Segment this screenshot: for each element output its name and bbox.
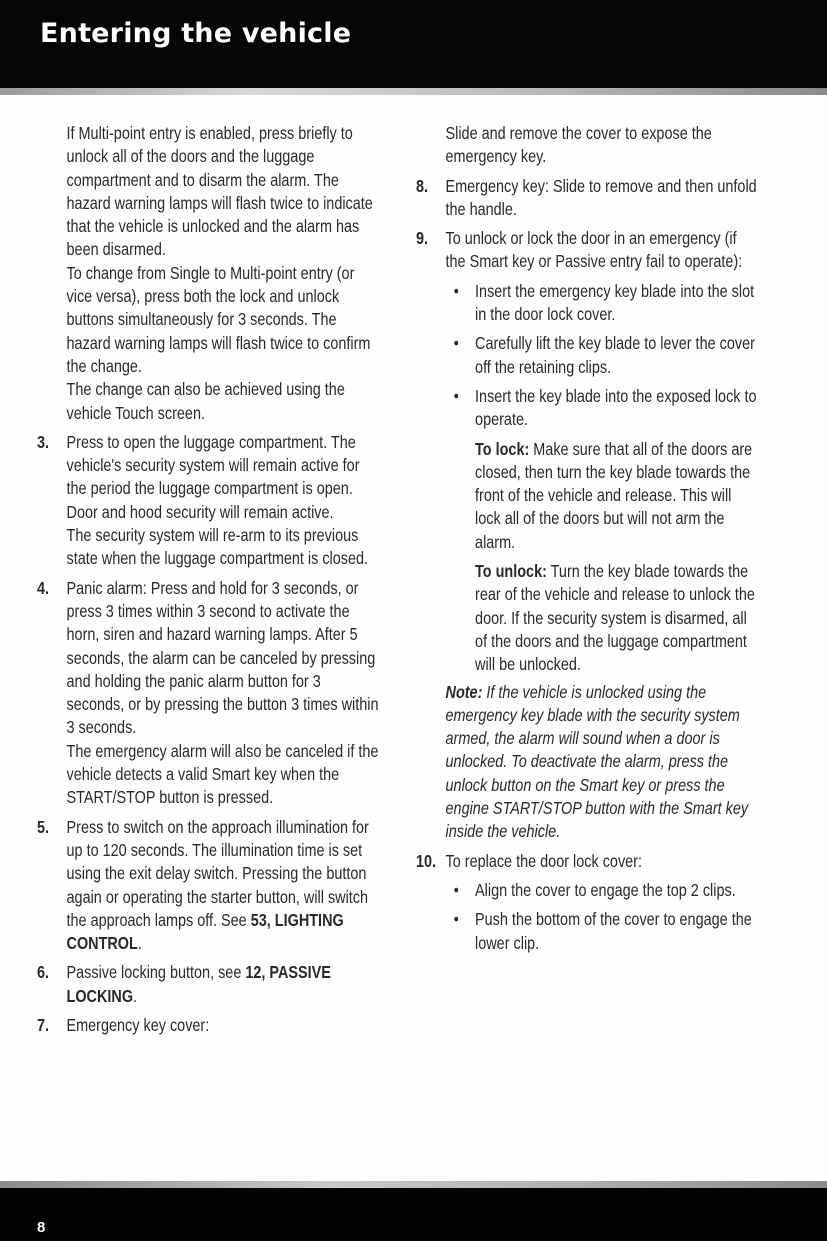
bullet-icon: • bbox=[453, 909, 459, 930]
bullet-item bbox=[446, 280, 761, 327]
page-number: 8 bbox=[37, 1219, 46, 1236]
item-number: 6. bbox=[37, 962, 50, 983]
bullet-item bbox=[446, 908, 761, 955]
note-paragraph bbox=[416, 681, 760, 844]
item-number: 5. bbox=[37, 816, 50, 837]
punctuation: . bbox=[137, 933, 142, 954]
to-lock-label: To lock: bbox=[475, 438, 530, 459]
note-text: If the vehicle is unlocked using the emergency key blade with the security system armed, the alarm will sound when a door is unlocked. To deactivate the alarm, press the unlock button on the Smart key or press the engine START/STOP button with the Smart key inside the vehicle. bbox=[445, 681, 749, 842]
bullet-icon: • bbox=[453, 385, 459, 406]
item-number: 9. bbox=[416, 228, 429, 249]
item-text: The emergency alarm will also be canceled if the vehicle detects a valid Smart key when the START/STOP button is pressed. bbox=[66, 740, 379, 808]
item-text: To unlock or lock the door in an emergency (if the Smart key or Passive entry fail to operate): bbox=[445, 228, 743, 272]
page-title: Entering the vehicle bbox=[40, 18, 352, 49]
list-item-3 bbox=[37, 431, 381, 571]
list-item-8 bbox=[416, 175, 760, 222]
page-header bbox=[0, 0, 827, 88]
bullet-item bbox=[446, 879, 761, 902]
list-item-7 bbox=[37, 1014, 381, 1037]
item-text: Passive locking button, see bbox=[66, 962, 246, 983]
item-text: Emergency key: Slide to remove and then unfold the handle. bbox=[445, 175, 757, 219]
footer-divider bbox=[0, 1181, 827, 1188]
to-unlock-label: To unlock: bbox=[475, 561, 547, 582]
item-number: 4. bbox=[37, 577, 50, 598]
bullet-text: Push the bottom of the cover to engage the lower clip. bbox=[475, 909, 752, 953]
to-unlock-paragraph bbox=[475, 560, 760, 676]
to-lock-paragraph bbox=[475, 438, 760, 554]
item-number: 8. bbox=[416, 175, 429, 196]
item-text: The security system will re-arm to its previous state when the luggage compartment is closed. bbox=[66, 525, 369, 569]
item-text: Press to open the luggage compartment. The vehicle's security system will remain active for the period the luggage compartment is open. Door and hood security will remain active. bbox=[66, 431, 360, 522]
intro-paragraph: If Multi-point entry is enabled, press briefly to unlock all of the doors and the luggage compartment and to disarm the alarm. The hazard warning lamps will flash twice to indicate that the vehicle is unlocked and the alarm has been disarmed. bbox=[66, 123, 373, 260]
list-item-4 bbox=[37, 577, 381, 810]
bullet-text: Insert the emergency key blade into the slot in the door lock cover. bbox=[475, 280, 755, 325]
bullet-text: Insert the key blade into the exposed lock to operate. bbox=[475, 385, 757, 430]
list-item-5 bbox=[37, 816, 381, 956]
item-number: 10. bbox=[416, 850, 437, 871]
header-divider bbox=[0, 88, 827, 95]
bullet-icon: • bbox=[453, 333, 459, 354]
page-footer bbox=[0, 1188, 827, 1241]
to-lock-text: Make sure that all of the doors are closed, then turn the key blade towards the front of the vehicle and release. This will lock all of the doors but will not arm the alarm. bbox=[475, 438, 753, 552]
bullet-text: Carefully lift the key blade to lever the cover off the retaining clips. bbox=[475, 333, 755, 377]
note-label: Note: bbox=[445, 681, 483, 702]
item-text: Emergency key cover: bbox=[66, 1014, 210, 1035]
bullet-text: Align the cover to engage the top 2 clips. bbox=[475, 879, 736, 900]
to-unlock-text: Turn the key blade towards the rear of the vehicle and release to unlock the door. If the security system is disarmed, all of the doors and the luggage compartment will be unlocked. bbox=[475, 561, 755, 675]
bullet-icon: • bbox=[453, 879, 459, 900]
right-column bbox=[416, 122, 827, 955]
bullet-item bbox=[446, 385, 761, 432]
item-7-continuation: Slide and remove the cover to expose the emergency key. bbox=[445, 123, 712, 167]
bullet-item bbox=[446, 332, 761, 379]
item-text: Press to switch on the approach illumination for up to 120 seconds. The illumination time is set using the exit delay switch. Pressing the button again or operating the starter button, will switch the approach lamps off. See bbox=[66, 816, 369, 930]
item-text: Panic alarm: Press and hold for 3 seconds, or press 3 times within 3 second to activate the horn, siren and hazard warning lamps. After 5 seconds, the alarm can be canceled by pressing and holding the panic alarm button for 3 seconds, or by pressing the button 3 times within 3 seconds. bbox=[66, 577, 379, 738]
punctuation: . bbox=[133, 985, 138, 1006]
item-text: To replace the door lock cover: bbox=[445, 850, 642, 871]
item-number: 7. bbox=[37, 1014, 50, 1035]
item-number: 3. bbox=[37, 431, 50, 452]
list-item-6 bbox=[37, 961, 381, 1008]
left-column bbox=[37, 122, 457, 1037]
cross-reference-link[interactable]: 12, PASSIVE LOCKING bbox=[66, 962, 331, 1006]
list-item-10 bbox=[416, 850, 760, 873]
intro-paragraph: To change from Single to Multi-point entry (or vice versa), press both the lock and unlock buttons simultaneously for 3 seconds. The hazard warning lamps will flash twice to confirm the change. bbox=[66, 262, 371, 376]
bullet-icon: • bbox=[453, 280, 459, 301]
cross-reference-link[interactable]: 53, LIGHTING CONTROL bbox=[66, 909, 344, 954]
intro-paragraph: The change can also be achieved using the vehicle Touch screen. bbox=[66, 379, 345, 423]
list-item-9 bbox=[416, 227, 760, 274]
